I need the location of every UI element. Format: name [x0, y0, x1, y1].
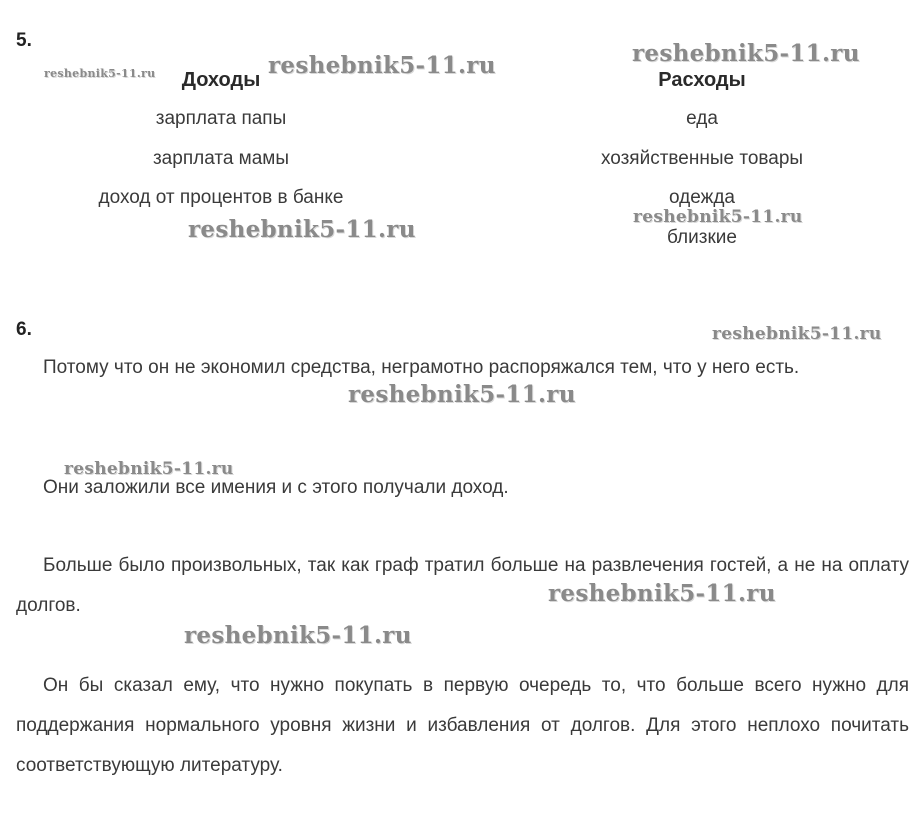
watermark: reshebnik5-11.ru — [633, 207, 803, 227]
income-item: зарплата папы — [155, 108, 287, 129]
expenses-item: одежда — [669, 187, 735, 208]
income-item: доход от процентов в банке — [98, 187, 344, 208]
answer-paragraph: Он бы сказал ему, что нужно покупать в первую очередь то, что больше всего нужно для поддержания нормального уровня жизни и избавления от долгов. Для этого неплохо почитать соответствующую литературу. — [16, 675, 909, 776]
income-header: Доходы — [181, 69, 261, 91]
answer-paragraph: Они заложили все имения и с этого получали доход. — [43, 477, 509, 498]
expenses-item: близкие — [667, 227, 737, 248]
watermark: reshebnik5-11.ru — [348, 381, 576, 408]
watermark: reshebnik5-11.ru — [712, 324, 882, 344]
watermark: reshebnik5-11.ru — [632, 40, 860, 67]
watermark: reshebnik5-11.ru — [44, 67, 156, 80]
section-5-number: 5. — [16, 30, 32, 51]
section-6-number: 6. — [16, 319, 32, 340]
watermark: reshebnik5-11.ru — [64, 459, 234, 479]
watermark: reshebnik5-11.ru — [188, 216, 416, 243]
watermark: reshebnik5-11.ru — [184, 622, 412, 649]
income-item: зарплата мамы — [152, 148, 290, 169]
answer-paragraph: Потому что он не экономил средства, неграмотно распоряжался тем, что у него есть. — [43, 357, 800, 378]
expenses-item: хозяйственные товары — [600, 148, 804, 169]
answer-paragraph: Больше было произвольных, так как граф тратил больше на развлечения гостей, а не на оплату долгов. — [16, 555, 909, 616]
expenses-header: Расходы — [658, 69, 746, 91]
watermark: reshebnik5-11.ru — [268, 52, 496, 79]
expenses-item: еда — [686, 108, 718, 129]
watermark: reshebnik5-11.ru — [548, 580, 776, 607]
